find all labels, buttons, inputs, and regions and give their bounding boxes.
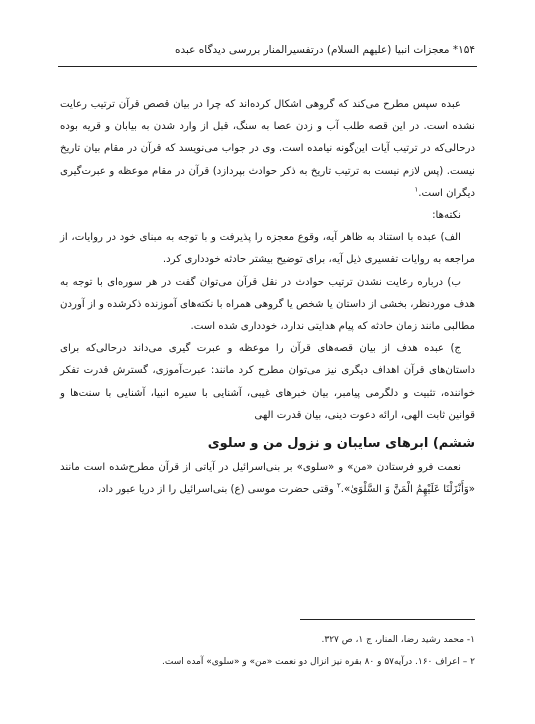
footnote-1: ۱- محمد رشید رضا، المنار، ج ۱، ص ۳۲۷. <box>321 635 475 645</box>
footnote-2: ۲ – اعراف ۱۶۰. درآیه۵۷ و ۸۰ بقره نیز انزال دو نعمت «من» و «سلوی» آمده است. <box>162 657 475 667</box>
paragraph-jim: ج) عبده هدف از بیان قصه‌های قرآن را موعظه و عبرت گیری می‌داند درحالی‌که برای داستان‌های قرآن اهداف دیگری نیز می‌توان مطرح کرد مانند: عبرت‌آموزی، گسترش قدرت تفکر خواننده، تثبیت و دلگرمی پیامبر، بیان خبرهای غیبی، آشنایی با سیره انبیا، آشنایی با سنت‌ها و قوانین ثابت الهی، ارائه دعوت دینی، بیان قدرت الهی <box>60 343 475 421</box>
main-text <box>60 94 475 501</box>
paragraph-1 <box>60 94 475 205</box>
paragraph-1-text: عبده سپس مطرح می‌کند که گروهی اشکال کرده‌اند که چرا در بیان قصص قرآن ترتیب رعایت نشده است. در این قصه طلب آب و زدن عصا به سنگ، قبل از وارد شدن به بیابان و قریه بوده درحالی‌که در ترتیب آیات این‌گونه نیامده است. وی در جواب می‌نویسد که قرآن در مقام بیان تاریخ نیست. (پس لازم نیست به ترتیب تاریخ به ذکر حوادث بپردازد) قرآن در مقام موعظه و عبرت‌گیری دیگران است. <box>60 99 475 199</box>
paragraph-notes-label: نکته‌ها: <box>432 210 461 222</box>
running-header: ۱۵۴* معجزات انبیا (علیهم السلام) درتفسیرالمنار بررسی دیدگاه عبده <box>174 44 475 56</box>
paragraph-be: ب) درباره رعایت نشدن ترتیب حوادث در نقل قرآن می‌توان گفت در هر سوره‌ای با توجه به هدف موردنظر، بخشی از داستان یا شخص یا گروهی همراه با نکته‌های آموزنده ذکرشده و از آوردن مطالبی مانند زمان حادثه که پیام هدایتی ندارد، خودداری شده است. <box>60 276 475 333</box>
footnote-divider <box>300 619 475 620</box>
footnote-ref-2: ۲ <box>336 481 341 490</box>
paragraph-6 <box>60 457 475 501</box>
paragraph-6-text-a: نعمت فرو فرستادن «من» و «سلوی» بر بنی‌اسرائیل در آیاتی از قرآن مطرح‌شده است مانند «وَأَنْزَلْنَا عَلَيْهِمُ الْمَنَّ وَ السَّلْوَىٰ». <box>60 462 475 496</box>
section-heading: ششم) ابرهای سایبان و نزول من و سلوی <box>207 436 475 452</box>
footnote-ref-1: ۱ <box>414 185 419 194</box>
footnotes <box>60 629 475 673</box>
header-divider <box>58 66 477 67</box>
paragraph-6-text-b: وقتی حضرت موسی (ع) بنی‌اسرائیل را از دریا عبور داد، <box>97 484 337 496</box>
paragraph-alef: الف) عبده با استناد به ظاهر آیه، وقوع معجزه را پذیرفت و با توجه به مبنای خود در روایات، از مراجعه به روایات تفسیری ذیل آیه، برای توضیح بیشتر حادثه خودداری کرد. <box>60 232 475 266</box>
